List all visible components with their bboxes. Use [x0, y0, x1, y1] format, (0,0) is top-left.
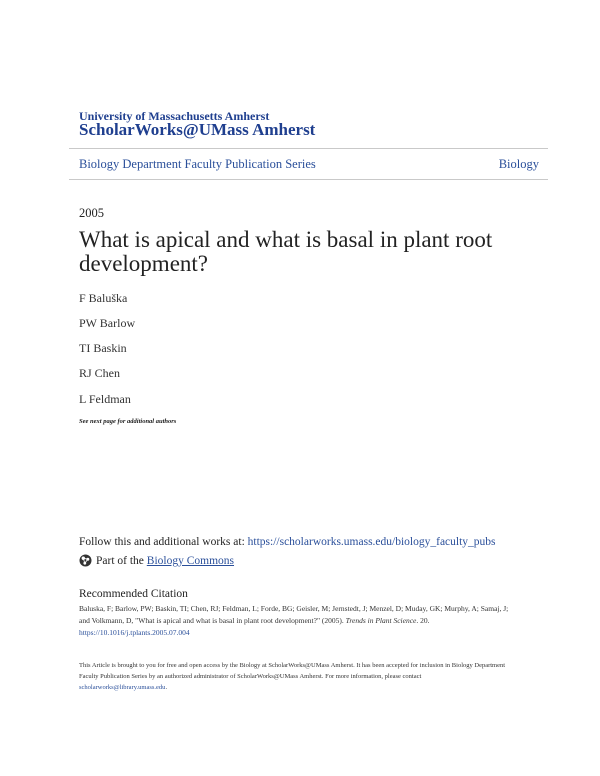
citation-body: Baluska, F; Barlow, PW; Baskin, TI; Chen, RJ; Feldman, L; Forde, BG; Geisler, M; Jernstedt, J; Menzel, D; Muday, GK; Murphy, A; Samaj, J; and Volkmann, D, "What is apical and what is basal in plant root development?" (2005).	[79, 604, 509, 625]
citation-journal: Trends in Plant Science	[345, 616, 417, 625]
notice-text: This Article is brought to you for free and open access by the Biology at ScholarWorks@UMass Amherst. It has been accepted for inclusion in Biology Department Faculty Publication Series by an authorized administrator of ScholarWorks@UMass Amherst. For more information, please contact	[79, 662, 506, 680]
network-commons-icon	[79, 554, 92, 567]
notice-end: .	[165, 684, 168, 691]
series-link[interactable]: Biology Department Faculty Publication Series	[79, 157, 316, 171]
author-name: F Baluška	[79, 291, 128, 305]
author-name: RJ Chen	[79, 366, 121, 380]
article-title: What is apical and what is basal in plant root development?	[79, 227, 493, 276]
collection-url-link[interactable]: https://scholarworks.umass.edu/biology_faculty_pubs	[247, 536, 496, 548]
part-of-prefix: Part of the	[96, 554, 144, 567]
publication-year: 2005	[79, 206, 104, 220]
author-name: PW Barlow	[79, 316, 136, 330]
author-name: L Feldman	[79, 392, 131, 406]
bottom-divider	[69, 179, 548, 180]
top-divider	[69, 148, 548, 149]
doi-link[interactable]: https://10.1016/j.tplants.2005.07.004	[79, 628, 190, 637]
citation-text	[79, 603, 519, 639]
more-authors-note: See next page for additional authors	[79, 418, 177, 425]
citation-heading: Recommended Citation	[79, 588, 188, 600]
biology-commons-link[interactable]: Biology Commons	[146, 554, 235, 567]
contact-email-link[interactable]: scholarworks@library.umass.edu	[79, 684, 166, 691]
author-name: TI Baskin	[79, 341, 127, 355]
repository-name[interactable]: ScholarWorks@UMass Amherst	[79, 120, 316, 139]
university-name: University of Massachusetts Amherst	[79, 109, 270, 123]
follow-line	[79, 536, 496, 548]
part-of-line	[79, 554, 234, 567]
citation-volume: . 20.	[416, 616, 430, 625]
access-notice	[79, 660, 524, 693]
department-link[interactable]: Biology	[498, 157, 539, 171]
follow-prefix: Follow this and additional works at:	[79, 536, 248, 548]
